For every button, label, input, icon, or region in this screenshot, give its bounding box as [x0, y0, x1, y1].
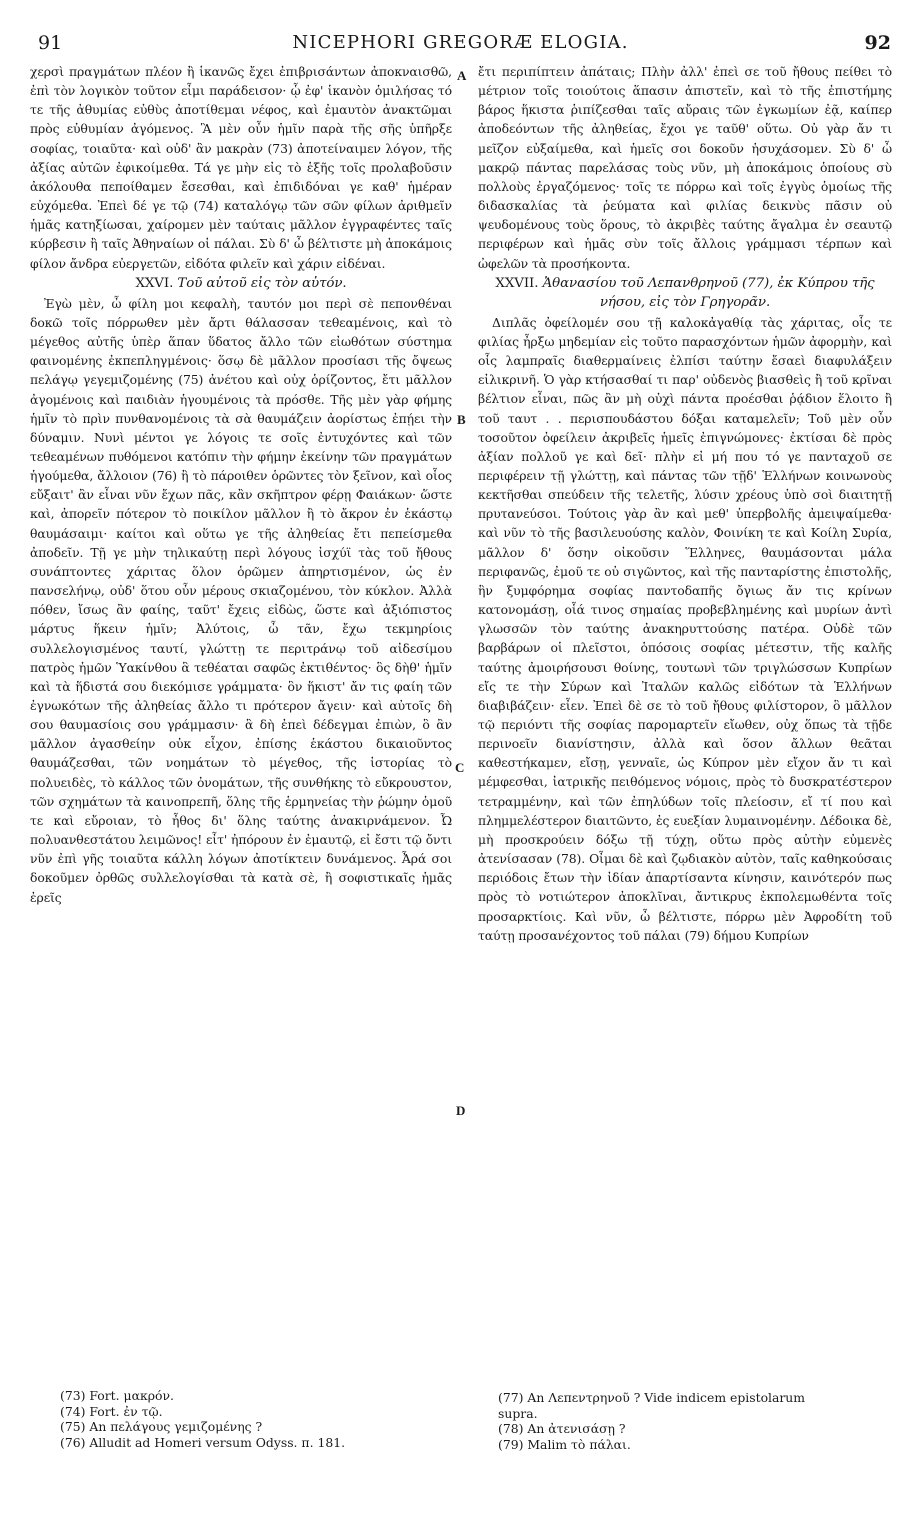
margin-marker-b: B [457, 412, 466, 427]
margin-marker-c: C [455, 760, 465, 775]
footnote: (73) Fort. μακρόν. [60, 1388, 174, 1403]
left-column [30, 62, 452, 907]
left-continued-paragraph: χερσὶ πραγμάτων πλέον ἢ ἱκανῶς ἔχει ἐπιβρισάντων ἀποκναισθῶ, ἐπὶ τὸν λογικὸν τοῦτον εἶμι παράδεισον· ᾧ ἐφ' ἱκανὸν ὁμιλήσας τό τε τῆς ἀθυμίας εὐθὺς ἀποτίθεμαι νέφος, καὶ ἐμαυτὸν ἀνακτῶμαι πρὸς εὐθυμίαν ἀγόμενος. Ἃ μὲν οὖν ἡμῖν παρὰ τῆς σῆς ὑπῆρξε σοφίας, τοιαῦτα· καὶ οὐδ' ἂν μακρὰν (73) ἀποτείναιμεν λόγον, τῆς ἀξίας αὐτῶν ἐφικοίμεθα. Τά γε μὴν εἰς τὸ ἑξῆς τοῖς προλαβοῦσιν ἀκόλουθα πεποίθαμεν ἔσεσθαι, καὶ ἐπιδιδόναι γε καθ' ἡμέραν εὐχόμεθα. Ἐπεὶ δέ γε τῷ (74) καταλόγῳ τῶν σῶν φίλων ἀριθμεῖν ἡμᾶς κατηξίωσαι, χαίρομεν μὲν ταύταις μᾶλλον ἐγγραφέντες ταῖς κύρβεσιν ἢ ταῖς Ἀθηναίων οἱ πάλαι. Σὺ δ' ὦ βέλτιστε μὴ ἀποκάμοις φίλον ἄνδρα εὐεργετῶν, εἰδότα φιλεῖν καὶ χάριν εἰδέναι. [30, 64, 452, 271]
section-heading: Ἀθανασίου τοῦ Λεπανθρηνοῦ (77), ἐκ Κύπρου τῆς νήσου, εἰς τὸν Γρηγορᾶν. [542, 275, 875, 310]
footnote: (78) An ἀτενισάσῃ ? [498, 1421, 626, 1436]
right-main-paragraph: Διπλᾶς ὀφείλομέν σου τῇ καλοκἀγαθίᾳ τὰς χάριτας, οἷς τε φιλίας ἦρξω μηδεμίαν εἰς τοῦτο παρασχόντων ἡμῶν ἀφορμὴν, καὶ οἷς λαμπραῖς διαθερμαίνεις ἐλπίσι ταύτην ἔσαεὶ διαφυλάξειν εἰλικρινῆ. Ὁ γὰρ κτήσασθαί τι παρ' οὐδενὸς βιασθεὶς ἢ τοῦ κρῖναι βέλτιον εἶναι, πῶς ἂν μὴ οὐχὶ πάντα προέσθαι ῥᾴδιον ἕλοιτο ἢ τοῦ ταυτ . . περισπουδάστου δόξαι καταμελεῖν; Τοῦ μὲν οὖν τοσοῦτον ὀφείλειν ἀκριβεῖς ἡμεῖς ἐπιγνώμονες· ἐκτίσαι δὲ πρὸς ἀξίαν πολλοῦ γε καὶ δεῖ· πλὴν εἰ μή που τό γε πανταχοῦ σε περιφέρειν τῇ γλώττῃ, καὶ πάντας τῶν τῇδ' Ἑλλήνων κοινωνοὺς κεκτῆσθαι σπεύδειν τῆς τελετῆς, λύσιν χρέους ὑπὸ σοὶ διαιτητῇ πρυτανεύσοι. Τούτοις γὰρ ἂν καὶ μεθ' ὑπερβολῆς ἀμειψαίμεθα· καὶ νῦν τὸ τῆς βασιλευούσης καλὸν, Φοινίκη τε καὶ Κοίλη Συρία, μᾶλλον δ' ὅσην οἰκοῦσιν Ἕλληνες, θαυμάσονται μάλα περιφανῶς, ἐμοῦ τε οὐ σιγῶντος, καὶ τῆς πανταρίστης ἐπιστολῆς, ἣν ξυμφόρημα σοφίας παντοδαπῆς ὄγιως ἄν τις κρίνων κατονομάσῃ, οἷά τινος σημαίας προβεβλημένης καὶ μυρίων ἀντὶ γλωσσῶν τὸν ταύτης ἀνακηρυττούσης πατέρα. Οὐδὲ τῶν βαρβάρων οἱ πλεῖστοι, ὁπόσοις σοφίας μέτεστιν, τῆς καλῆς ταύτης ἀμοιρήσουσι θοίνης, τουτωνὶ τῶν τριγλώσσων Κυπρίων εἴς τε τὴν Σύρων καὶ Ἰταλῶν καλῶς εἰδότων τὰ Ἑλλήνων διαβιβάζειν· εἶεν. Ἐπεὶ δὲ σε τὸ τοῦ ἤθους φιλίστορον, ὃ μᾶλλον τῷ περιόντι τῆς σοφίας παρομαρτεῖν εἴωθεν, οὐχ ὅπως τὰ τῇδε περινοεῖν διανίστησιν, ἀλλὰ καὶ ὅσον ἄλλων θεᾶται καθεστήκαμεν, εἴσῃ, γενναῖε, ὡς Κύπρον μὲν εἴχον ἄν τι καὶ μέμφεσθαι, ἰατρικῆς πειθόμενος νόμοις, πρὸς τὸ δυσκρατέστερον τετραμμένην, καὶ τῶν ἐπηλύδων τοῖς πλείοσιν, εἴ τί που καὶ πλημμελέστερον διαιτῶντο, ἐς ευεξίαν λυμαινομένην. Δέδοικα δὲ, μὴ προσκρούειν δόξω τῇ τύχῃ, οὕτω πρὸς αὐτὴν εὐμενὲς ἀτενίσασαν (78). Οἶμαι δὲ καὶ ζῳδιακὸν αὐτὸν, ταῖς καθηκούσαις περιόδοις ἔτων τὴν ἰδίαν ἀπαρτίσαντα κίνησιν, καινότερόν πως πρὸς τὸ νοτιώτερον ἀποκλῖναι, ἄντικρυς ἐκπολεμωθέντα τοῖς προσαρκτίοις. Καὶ νῦν, ὦ βέλτιστε, πόρρω μὲν Ἀφροδίτη τοῦ ταύτῃ προσανέχοντος τοῦ πάλαι (79) δήμου Κυπρίων [478, 314, 892, 943]
section-heading: Τοῦ αὐτοῦ εἰς τὸν αὐτόν. [177, 275, 347, 291]
footnote: supra. [498, 1405, 538, 1421]
right-continued-paragraph: ἔτι περιπίπτειν ἀπάταις; Πλὴν ἀλλ' ἐπεὶ σε τοῦ ἤθους πείθει τὸ μέτριον τοῖς τοιούτοις ἅπασιν ἀπιστεῖν, καὶ τὸ τῆς ἐπιστήμης βάρος ἥκιστα ῥιπίζεσθαι ταῖς αὔραις τῶν ἐγκωμίων ἐᾷ, καίπερ ἀποδεόντων τῆς ἀληθείας, ἔχοι γε ταῦθ' οὕτω. Οὐ γὰρ ἄν τι μεῖζον εὐξαίμεθα, καὶ ἡμεῖς σοι δοκοῦν ἡσυχάσομεν. Σὺ δ' ὦ μακρῷ πάντας παρελάσας τοὺς νῦν, μὴ ἀποκάμοις ὁποίους σὺ πολλοὺς ἐργαζόμενος· τοῖς τε πόρρω καὶ τοῖς ἐγγὺς ὁμοίως τῆς διδασκαλίας τὰ ῥεύματα καὶ φιλίας δεικνὺς πᾶσιν οὐ ψευδομένους τοὺς ὅρους, τὸ ἀκριβὲς ταύτης ἄγαλμα ἐν σεαυτῷ περιφέρων καὶ ἡμᾶς σὺν τοῖς ἄλλοις γράμμασι τέρπων καὶ ὠφελῶν τὰ προσήκοντα. [478, 64, 892, 271]
right-page-number: 92 [864, 32, 891, 54]
margin-marker-a: A [457, 68, 467, 83]
section-number: XXVI. [135, 275, 174, 291]
footnote: (77) An Λεπεντρηνοῦ ? Vide indicem epistolarum [498, 1390, 806, 1405]
footnote: (75) An πελάγους γεμιζομένης ? [60, 1419, 263, 1434]
margin-marker-d: D [456, 1103, 466, 1118]
section-title-xxvi [30, 274, 452, 293]
footnotes-left [60, 1388, 460, 1450]
left-page-number: 91 [38, 32, 63, 54]
footnotes-right [498, 1390, 898, 1452]
section-number: XXVII. [495, 275, 539, 291]
left-main-paragraph: Ἐγὼ μὲν, ὦ φίλη μοι κεφαλὴ, ταυτόν μοι περὶ σὲ πεπονθέναι δοκῶ τοῖς πόρρωθεν μὲν ἄρτι θάλασσαν τεθεαμένοις, καὶ τὸ μέγεθος αὐτῆς ὑπὲρ ἅπαν ὕδατος ἄλλο τῶν εἰωθότων σύστημα φαινομένης ἐκπεπληγμένοις· ὅσῳ δὲ μᾶλλον προσίασι τῆς ὄψεως πελάγῳ γεγεμιζομένης (75) ἀνέτου καὶ οὐχ ὁρίζοντος, ἔτι μᾶλλον ἀγομένοις καὶ παιδιὰν ἡγουμένοις τὰ πρόσθε. Τῆς μὲν γὰρ φήμης ἡμῖν τὸ πρὶν πυνθανομένοις τὰ σὰ θαυμάζειν ἀορίστως ἐπῄει τὴν δύναμιν. Νυνὶ μέντοι γε λόγοις τε σοῖς ἐντυχόντες καὶ τῶν τεθεαμένων πυθόμενοι κατόπιν τὴν φήμην ἐκείνην τῶν πραγμάτων ἡγούμεθα, ἄλλοιον (76) ἢ τὸ πάροιθεν ὁρῶντες τὸν ξεῖνον, καὶ οἷος εὔξαιτ' ἂν εἶναι νῦν ἔχων πᾶς, κἂν σκῆπτρον φέρῃ Φαιάκων· ὥστε καὶ, ἀπορεῖν πότερον τὸ ποικίλον μᾶλλον ἢ τὸ ἄκρον ἐν ἑκάστῳ θαυμάσαιμι· καίτοι καὶ οὕτω γε τῆς ἀληθείας ἔτι πεπείσμεθα ἀποδεῖν. Τῇ γε μὴν τηλικαύτῃ περὶ λόγους ἰσχύϊ τὰς τοῦ ἤθους συνάπτοντες χάριτας ὅλον ὁρῶμεν ἀπηρτισμένον, ὡς ἐν πανσελήνῳ, οὐδ' ὅτου οὖν μέρους σκιαζομένου, τὸν κύκλον. Ἀλλὰ πόθεν, ἴσως ἂν φαίης, ταῦτ' ἔχεις εἰδὼς, ὥστε καὶ ἀξιόπιστος μάρτυς ἥκειν ἡμῖν; Ἀλύτοις, ὦ τᾶν, ἔχω τεκμηρίοις συλλελογισμένος ταυτί, γλώττῃ τε περιτράνῳ τοῦ αἰδεσίμου πατρὸς ἡμῶν Ὑακίνθου ἃ τεθέαται σαφῶς ἐκτιθέντος· ὃς δὴθ' ἡμῖν καὶ τὰ ἥδιστά σου διεκόμισε γράμματα· ὃν ἥκιστ' ἄν τις φαίη τῶν ἐγνωκότων τῆς ἀληθείας ἄλλο τι πρότερον ἄγειν· καὶ αὐτοῖς δὴ σου θαυμασίοις σου γράμμασιν· ἃ δὴ ἐπεὶ δέδεγμαι ἐπιὼν, ὃ ἂν μᾶλλον ἀγασθείην οὐκ εἶχον, ἐπίσης ἑκάστου δικαιοῦντος θαυμάζεσθαι, τῶν νοημάτων τὸ μέγεθος, τῆς ἱστορίας τὸ πολυειδὲς, τὸ κάλλος τῶν ὀνομάτων, τῆς συνθήκης τὸ εὔκρουστον, τῶν σχημάτων τὰ καινοπρεπῆ, ὅλης τῆς ἑρμηνείας τὴν ῥώμην ὁμοῦ τε καὶ εὔροιαν, τὸ ἦθος δι' ὅλης ταύτης ἀνακιρνάμενον. Ὦ πολυανθεστάτου λειμῶνος! εἶτ' ἠπόρουν ἐν ἐμαυτῷ, εἰ ἔστι τῷ ὄντι νῦν ἐπὶ γῆς τοιαῦτα κάλλη λόγων ἀποτίκτειν δυνάμενος. Ἆρά σοι δοκοῦμεν ὀρθῶς συλλελογίσθαι τὰ κατὰ σὲ, ἢ σοφιστικαῖς ἡμᾶς ἐρεῖς [30, 295, 452, 905]
running-head: NICEPHORI GREGORÆ ELOGIA. [292, 32, 629, 53]
footnote: (76) Alludit ad Homeri versum Odyss. π. 181. [60, 1434, 346, 1450]
footnote: (79) Malim τὸ πάλαι. [498, 1436, 631, 1452]
page-header [0, 32, 921, 62]
section-title-xxvii [478, 274, 892, 312]
right-column [478, 62, 892, 945]
footnote: (74) Fort. ἐν τῷ. [60, 1403, 163, 1419]
